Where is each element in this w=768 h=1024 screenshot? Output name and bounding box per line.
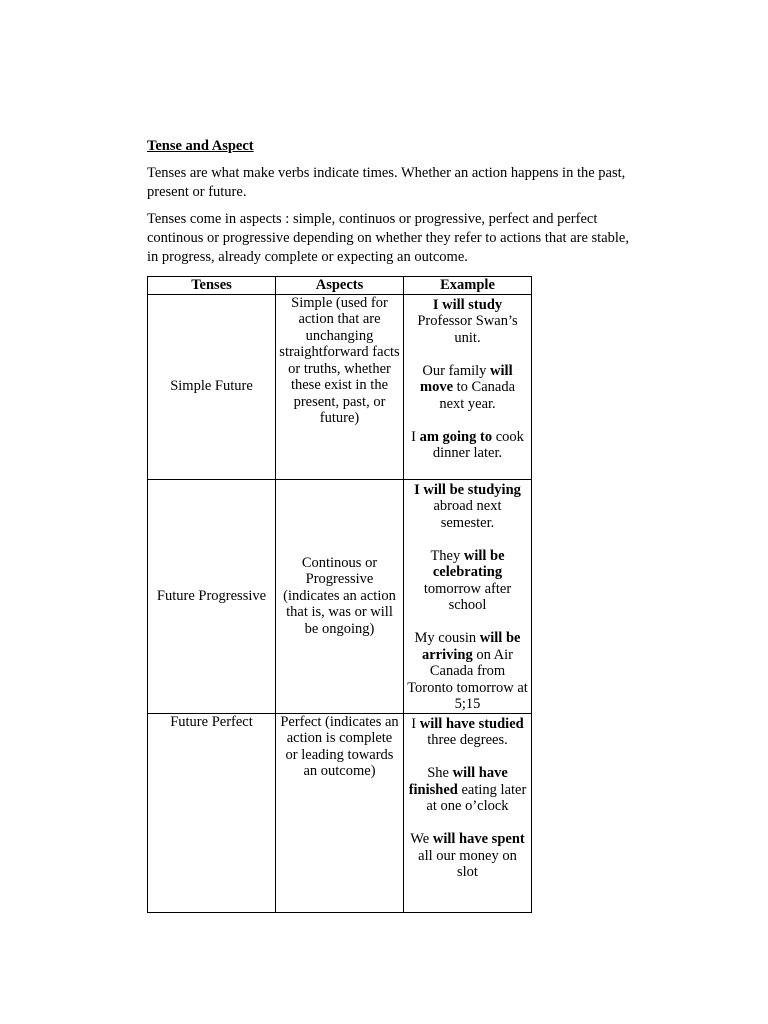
example-sentence — [407, 363, 528, 413]
example-verb-phrase: will study — [442, 296, 503, 313]
example-text: They — [430, 547, 464, 564]
table-header-row — [148, 277, 532, 295]
example-text: to Canada next year. — [439, 379, 516, 412]
example-cell — [404, 713, 532, 912]
aspect-cell: Continous or Progressive (indicates an action that is, was or will be ongoing) — [276, 479, 404, 713]
example-text: I — [411, 428, 420, 445]
tense-aspect-table — [147, 276, 532, 913]
example-text: three degrees. — [427, 732, 508, 748]
example-verb-phrase: will be studying — [423, 481, 521, 498]
example-gap — [407, 531, 528, 548]
example-text: abroad next semester. — [433, 498, 502, 531]
example-gap — [407, 412, 528, 429]
example-text: on Air Canada from Toronto tomorrow at 5;15 — [407, 646, 528, 712]
example-text: She — [427, 765, 453, 781]
example-gap — [407, 749, 528, 766]
example-verb-phrase: will be arriving — [421, 630, 521, 663]
example-sentence — [407, 297, 528, 347]
example-sentence — [407, 765, 528, 815]
example-sentence — [407, 630, 528, 713]
document-page — [147, 138, 637, 880]
header-example: Example — [404, 277, 532, 295]
example-text: We — [410, 831, 433, 847]
example-gap — [407, 815, 528, 832]
example-sentence — [407, 548, 528, 614]
table-row — [148, 713, 532, 912]
example-verb-phrase: will move — [419, 362, 513, 395]
example-text: cook dinner later. — [432, 428, 524, 461]
example-sentence — [407, 429, 528, 462]
document-title: Tense and Aspect — [147, 138, 254, 154]
tense-cell: Future Perfect — [148, 713, 276, 912]
example-verb-phrase: I — [414, 481, 424, 498]
aspect-cell: Perfect (indicates an action is complete or leading towards an outcome) — [276, 713, 404, 912]
example-verb-phrase: will have finished — [408, 765, 508, 798]
example-text: My cousin — [414, 630, 480, 646]
example-text: Our family — [422, 362, 491, 379]
tense-cell: Simple Future — [148, 294, 276, 479]
example-text: Professor Swan’s unit. — [417, 313, 518, 346]
example-gap — [407, 346, 528, 363]
header-tenses: Tenses — [148, 277, 276, 295]
aspect-cell: Simple (used for action that are unchanging straightforward facts or truths, whether these exist in the present, past, or future) — [276, 294, 404, 479]
tense-cell: Future Progressive — [148, 479, 276, 713]
intro-paragraph: Tenses are what make verbs indicate times. Whether an action happens in the past, present or future. — [147, 165, 626, 200]
example-text: tomorrow after school — [423, 580, 512, 613]
example-sentence — [407, 716, 528, 749]
aspects-paragraph: Tenses come in aspects : simple, continuos or progressive, perfect and perfect continous or progressive depending on whether they refer to actions that are stable, in progress, already complete or expecting an outcome. — [147, 211, 629, 265]
example-verb-phrase: will be celebrating — [432, 547, 505, 580]
table-row — [148, 294, 532, 479]
example-cell — [404, 294, 532, 479]
example-verb-phrase: I — [432, 296, 443, 313]
example-text: eating later at one o’clock — [426, 781, 527, 814]
example-verb-phrase: will have spent — [432, 831, 525, 847]
example-verb-phrase: will have studied — [419, 715, 524, 732]
table-row — [148, 479, 532, 713]
example-cell — [404, 479, 532, 713]
example-gap — [407, 614, 528, 631]
example-verb-phrase: am going to — [419, 428, 493, 445]
example-sentence — [407, 831, 528, 881]
example-text: I — [411, 715, 420, 732]
header-aspects: Aspects — [276, 277, 404, 295]
example-text: all our money on slot — [418, 847, 517, 880]
example-sentence — [407, 482, 528, 532]
